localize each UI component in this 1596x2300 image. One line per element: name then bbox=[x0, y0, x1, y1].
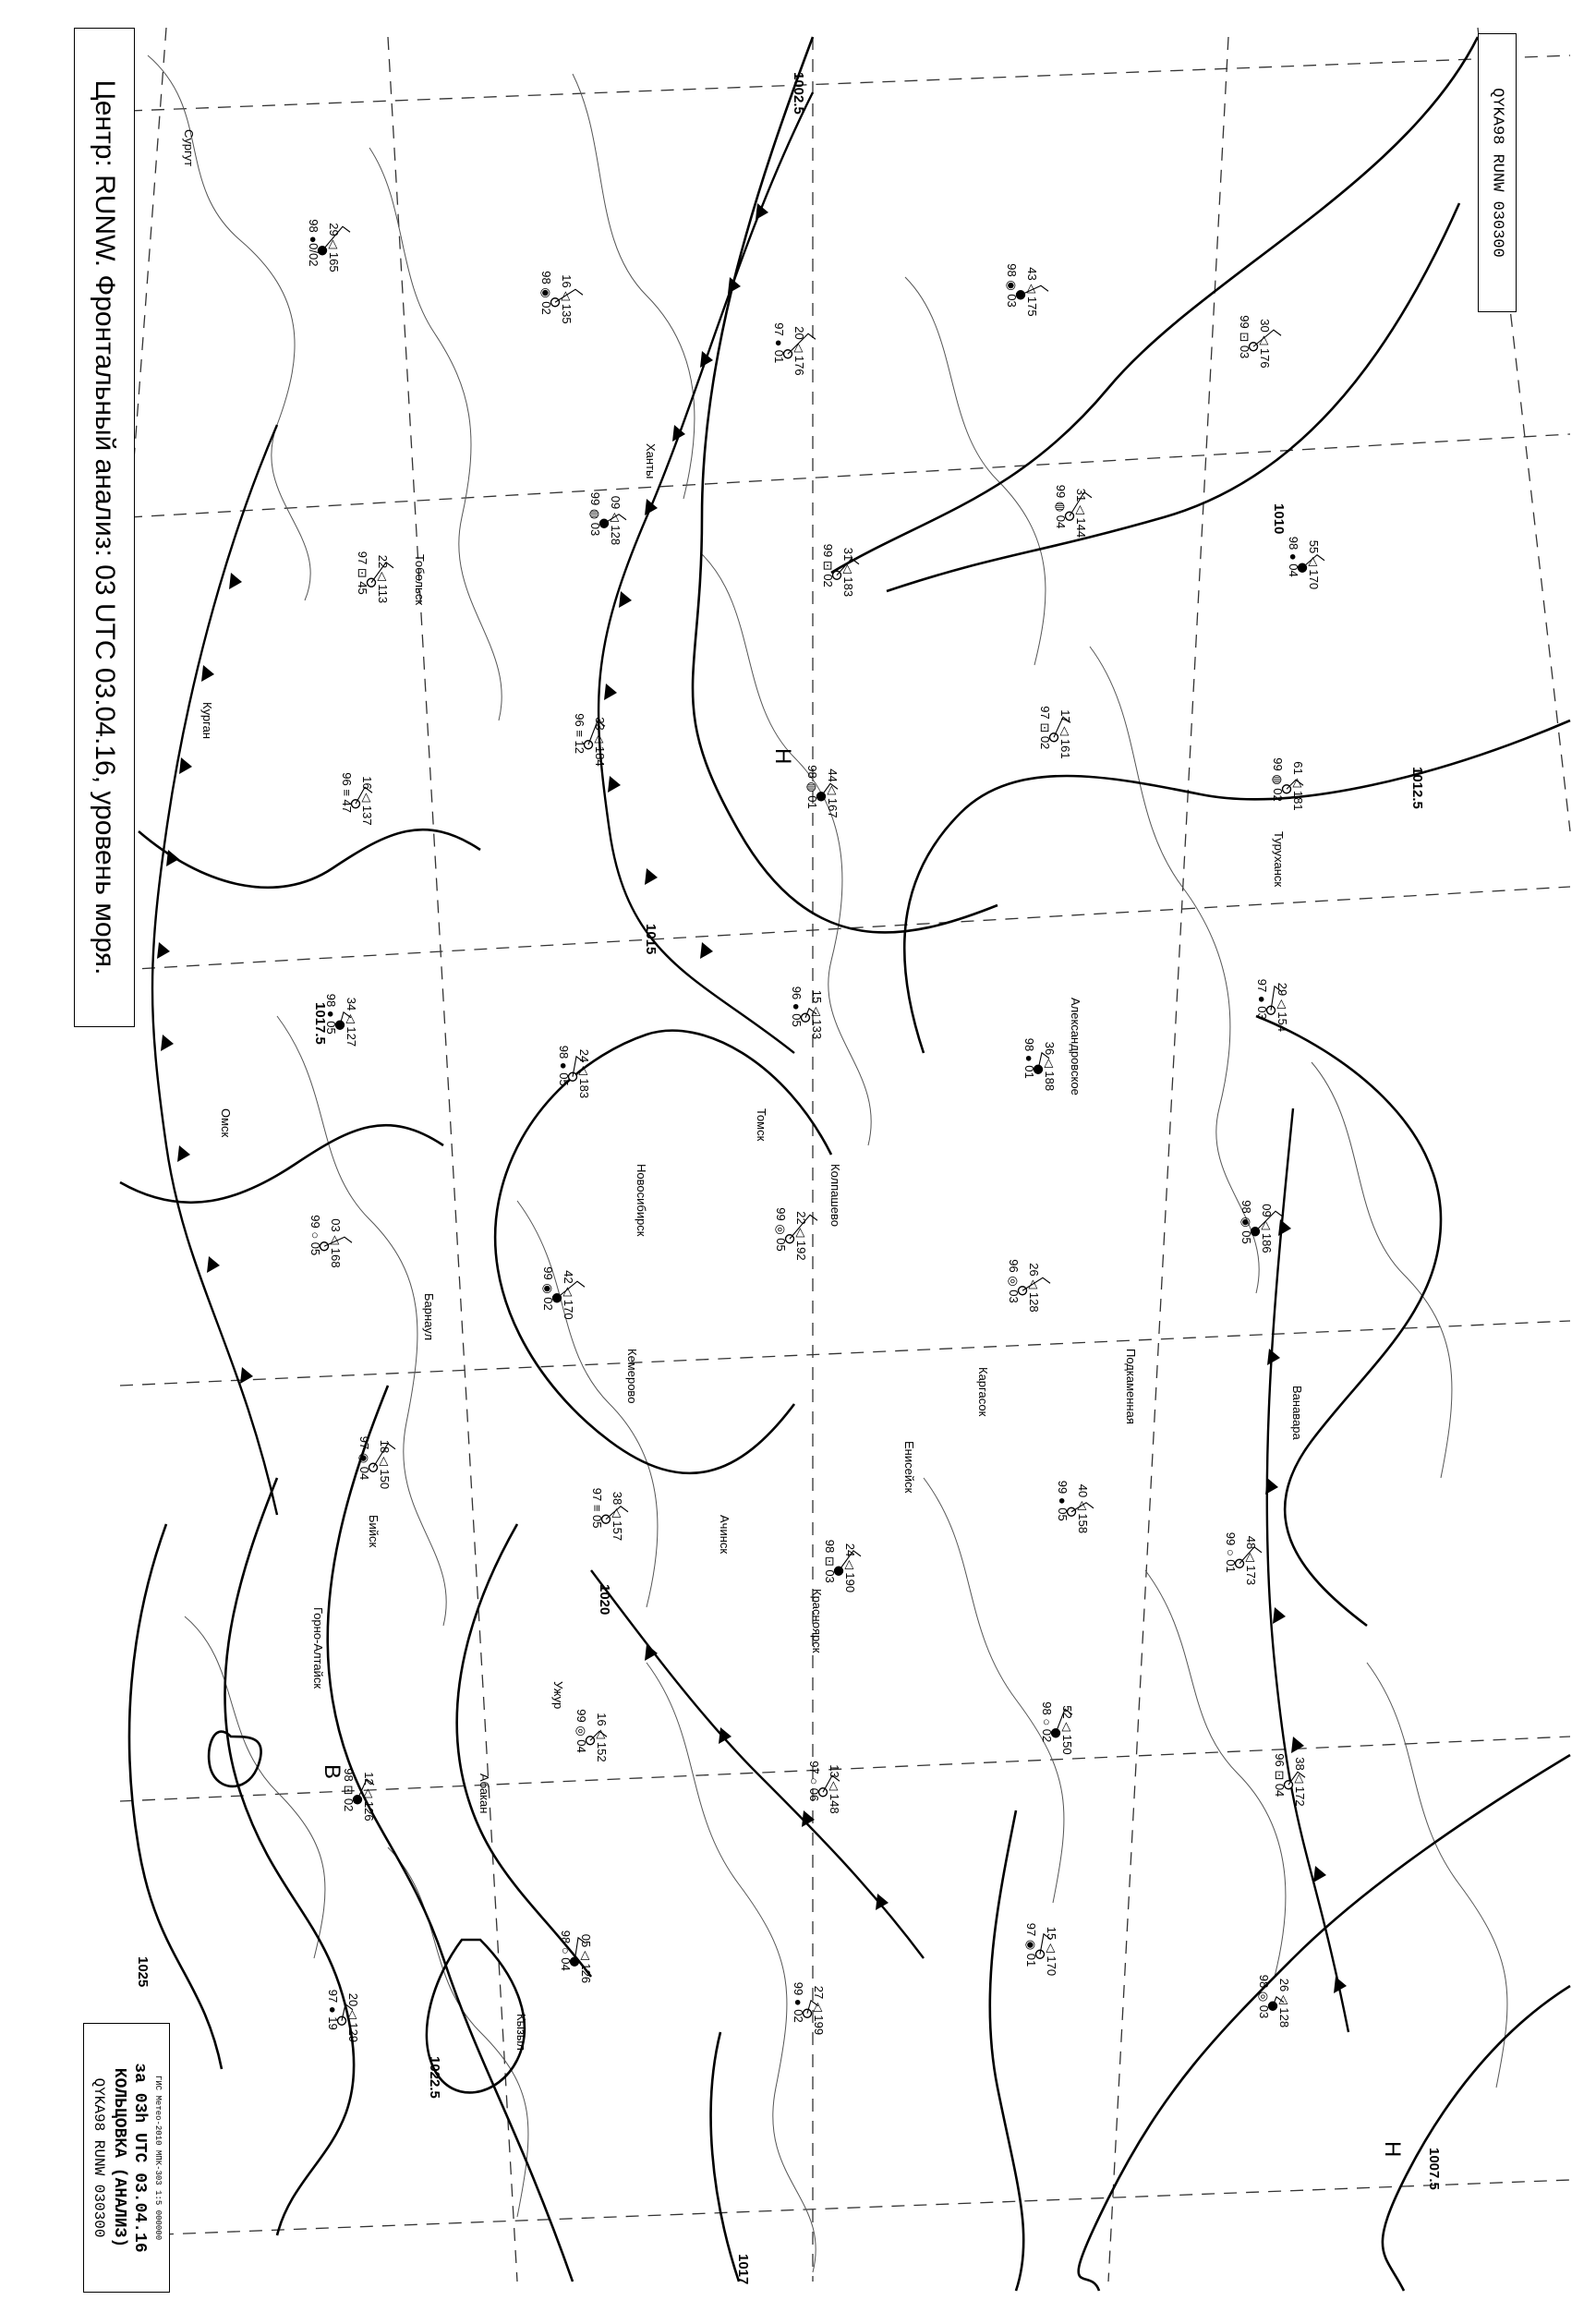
place-name: Омск bbox=[219, 1108, 233, 1138]
isobar-label: 1017.5 bbox=[312, 1002, 328, 1045]
station-weather: 98 ○ 02 bbox=[1040, 1701, 1054, 1743]
station-pressure: 22 ◁ 113 bbox=[376, 554, 390, 604]
station-pressure: 52 ◁ 150 bbox=[1060, 1705, 1074, 1755]
station-weather: 99 ● 02 bbox=[792, 1981, 805, 2023]
station-weather: 99 ◍ 03 bbox=[588, 491, 602, 537]
station-pressure: 16 ◁ 135 bbox=[560, 274, 574, 324]
station-weather: 99 ◉ 02 bbox=[541, 1266, 555, 1311]
isobar-label: 1002.5 bbox=[791, 72, 806, 115]
station-pressure: 03 ◁ 168 bbox=[329, 1218, 343, 1268]
isobar-label: 1020 bbox=[597, 1584, 612, 1616]
place-name: Абакан bbox=[478, 1773, 491, 1814]
place-name: Ужур bbox=[551, 1681, 565, 1710]
isobar-label: 1017 bbox=[735, 2254, 751, 2285]
station-pressure: 31 ◁ 144 bbox=[1074, 488, 1088, 539]
station-weather: 99 ◍ 02 bbox=[1271, 757, 1285, 802]
place-name: Сургут bbox=[182, 129, 196, 167]
station-weather: 97 ◉ 04 bbox=[357, 1435, 371, 1481]
high-center-label: B bbox=[320, 1764, 345, 1780]
station-pressure: 26 ◁ 128 bbox=[1027, 1263, 1041, 1313]
place-name: Туруханск bbox=[1272, 831, 1286, 888]
stamp-line2: за 03h UTC 03.04.16 bbox=[130, 2063, 149, 2253]
station-weather: 97 ○ 06 bbox=[807, 1761, 821, 1802]
station-weather: 98 ◉ 02 bbox=[539, 271, 553, 315]
station-pressure: 40 ◁ 158 bbox=[1076, 1483, 1090, 1534]
station-weather: 96 ⊡ 04 bbox=[1273, 1753, 1287, 1798]
place-name: Каргасок bbox=[976, 1367, 990, 1417]
station-pressure: 48 ◁ 173 bbox=[1244, 1535, 1258, 1586]
place-name: Горно-Алтайск bbox=[311, 1607, 325, 1689]
place-name: Ачинск bbox=[718, 1515, 732, 1555]
station-pressure: 22 ◁ 192 bbox=[794, 1211, 808, 1261]
place-name: Ванавара bbox=[1290, 1386, 1304, 1440]
station-weather: 97 ◉ 01 bbox=[1024, 1922, 1038, 1967]
isobar-label: 1007.5 bbox=[1426, 2148, 1442, 2190]
station-weather: 96 ≡ 47 bbox=[340, 772, 354, 813]
low-center-label: H bbox=[1380, 2141, 1405, 2158]
place-name: Александровское bbox=[1069, 998, 1082, 1096]
product-code: QYKA98 RUNW 030300 bbox=[1488, 88, 1506, 258]
station-weather: 98 ◉ 03 bbox=[1005, 263, 1019, 308]
station-pressure: 31 ◁ 183 bbox=[841, 547, 855, 598]
station-weather: 98 ◎ 03 bbox=[1257, 1974, 1271, 2019]
station-pressure: 61 ◁ 181 bbox=[1291, 761, 1305, 811]
place-name: Бийск bbox=[367, 1515, 381, 1548]
station-pressure: 55 ◁ 170 bbox=[1307, 539, 1321, 590]
place-name: Барнаул bbox=[422, 1293, 436, 1341]
isobar-label: 1010 bbox=[1271, 503, 1287, 535]
stamp-line1: КОЛЬЦОВКА (АНАЛИЗ) bbox=[110, 2067, 128, 2248]
station-weather: 98 ● 04 bbox=[1287, 536, 1300, 577]
place-name: Колпашево bbox=[828, 1164, 842, 1228]
isobar-label: 1025 bbox=[135, 1956, 151, 1988]
station-pressure: 36 ◁ 188 bbox=[1043, 1041, 1057, 1092]
station-weather: 98 ● 05 bbox=[557, 1045, 571, 1086]
station-weather: 96 ● 05 bbox=[790, 986, 804, 1027]
isobar-label: 1012.5 bbox=[1409, 767, 1425, 809]
station-weather: 97 ● 19 bbox=[326, 1989, 340, 2030]
station-pressure: 16 ◁ 137 bbox=[360, 776, 374, 826]
station-weather: 99 ◍ 04 bbox=[1054, 484, 1068, 529]
place-name: Курган bbox=[200, 702, 214, 740]
station-pressure: 15 ◁ 170 bbox=[1045, 1926, 1058, 1977]
station-pressure: 09 ◁ 186 bbox=[1260, 1204, 1274, 1253]
station-pressure: 44 ◁ 167 bbox=[826, 769, 840, 818]
station-pressure: 17 ◁ 161 bbox=[1058, 709, 1072, 759]
place-name: Подкаменная bbox=[1124, 1349, 1138, 1424]
place-name: Кызыл bbox=[514, 2014, 528, 2051]
station-weather: 97 ● 03 bbox=[1255, 978, 1269, 1020]
station-pressure: 38 ◁ 157 bbox=[611, 1491, 624, 1542]
station-weather: 99 ◎ 05 bbox=[774, 1207, 788, 1252]
low-center-label: H bbox=[770, 748, 795, 765]
station-pressure: 33 ◁ 184 bbox=[593, 717, 607, 767]
station-pressure: 05 ◁ 126 bbox=[579, 1933, 593, 1984]
map-title: Центр: RUNW. Фронтальный анализ: 03 UTC 03.04.16, уровень моря. bbox=[90, 79, 120, 975]
station-weather: 98 ⊡ 03 bbox=[823, 1539, 837, 1583]
place-name: Ханты bbox=[644, 443, 658, 479]
station-weather: 98 ◍ 01 bbox=[805, 765, 819, 809]
station-pressure: 20 ◁ 176 bbox=[792, 326, 806, 376]
station-pressure: 43 ◁ 175 bbox=[1025, 267, 1039, 317]
station-pressure: 18 ◁ 150 bbox=[378, 1439, 392, 1490]
isobar-label: 1022.5 bbox=[427, 2056, 442, 2099]
product-code-box bbox=[1478, 33, 1517, 312]
station-pressure: 29 ◁ 165 bbox=[327, 223, 341, 272]
map-title-box bbox=[74, 28, 135, 1027]
station-pressure: 16 ◁ 152 bbox=[595, 1713, 609, 1762]
stamp-software: ГИС Метео-2010 МПК-303 1:5 000000 bbox=[153, 2075, 163, 2241]
station-weather: 98 ● 05 bbox=[324, 993, 338, 1035]
place-name: Новосибирск bbox=[635, 1164, 648, 1237]
station-pressure: 24 ◁ 190 bbox=[843, 1543, 857, 1593]
station-pressure: 26 ◁ 128 bbox=[1277, 1978, 1291, 2028]
station-weather: 99 ⊡ 03 bbox=[1238, 315, 1251, 359]
station-weather: 99 ◎ 04 bbox=[574, 1709, 588, 1753]
place-name: Кемерово bbox=[625, 1349, 639, 1404]
station-weather: 98 ◉ 05 bbox=[1239, 1200, 1253, 1244]
station-weather: 96 ◎ 03 bbox=[1007, 1259, 1021, 1303]
station-pressure: 34 ◁ 127 bbox=[345, 997, 358, 1047]
station-weather: 98 ● 01 bbox=[1022, 1037, 1036, 1079]
station-pressure: 42 ◁ 170 bbox=[562, 1270, 575, 1320]
station-pressure: 13 ◁ 148 bbox=[828, 1764, 841, 1814]
place-name: Енисейск bbox=[902, 1441, 916, 1494]
station-weather: 99 ○ 05 bbox=[308, 1215, 322, 1256]
station-weather: 99 ● 05 bbox=[1056, 1480, 1070, 1521]
station-pressure: 27 ◁ 199 bbox=[812, 1985, 826, 2036]
isobar-label: 1015 bbox=[643, 924, 659, 955]
station-pressure: 29 ◁ 154 bbox=[1276, 982, 1289, 1033]
place-name: Тобольск bbox=[413, 554, 427, 606]
station-pressure: 15 ◁ 133 bbox=[810, 989, 824, 1040]
title-stamp bbox=[83, 2023, 170, 2293]
station-weather: 97 ● 01 bbox=[772, 322, 786, 364]
station-pressure: 38 ◁ 172 bbox=[1293, 1757, 1307, 1807]
station-pressure: 24 ◁ 183 bbox=[577, 1048, 591, 1099]
station-pressure: 30 ◁ 176 bbox=[1258, 319, 1272, 369]
station-weather: 97 ⊡ 45 bbox=[356, 551, 369, 595]
station-pressure: 09 ◁ 128 bbox=[609, 495, 623, 546]
station-weather: 97 ⊡ 02 bbox=[1038, 706, 1052, 750]
station-weather: 98 ○ 04 bbox=[559, 1930, 573, 1971]
station-weather: 96 ≡ 12 bbox=[573, 713, 586, 754]
station-weather: 98 ⊡ 02 bbox=[342, 1768, 356, 1812]
station-weather: 99 ○ 01 bbox=[1224, 1531, 1238, 1573]
station-weather: 97 ≡ 05 bbox=[590, 1487, 604, 1529]
station-weather: 99 ⊡ 02 bbox=[821, 543, 835, 587]
stamp-code: QYKA98 RUNW 030300 bbox=[91, 2077, 107, 2238]
place-name: Красноярск bbox=[810, 1589, 824, 1653]
station-pressure: 20 ◁ 129 bbox=[346, 1992, 360, 2043]
station-pressure: 12 ◁ 126 bbox=[362, 1772, 376, 1822]
station-weather: 98 ●0/02 bbox=[307, 219, 320, 267]
place-name: Томск bbox=[755, 1108, 768, 1142]
